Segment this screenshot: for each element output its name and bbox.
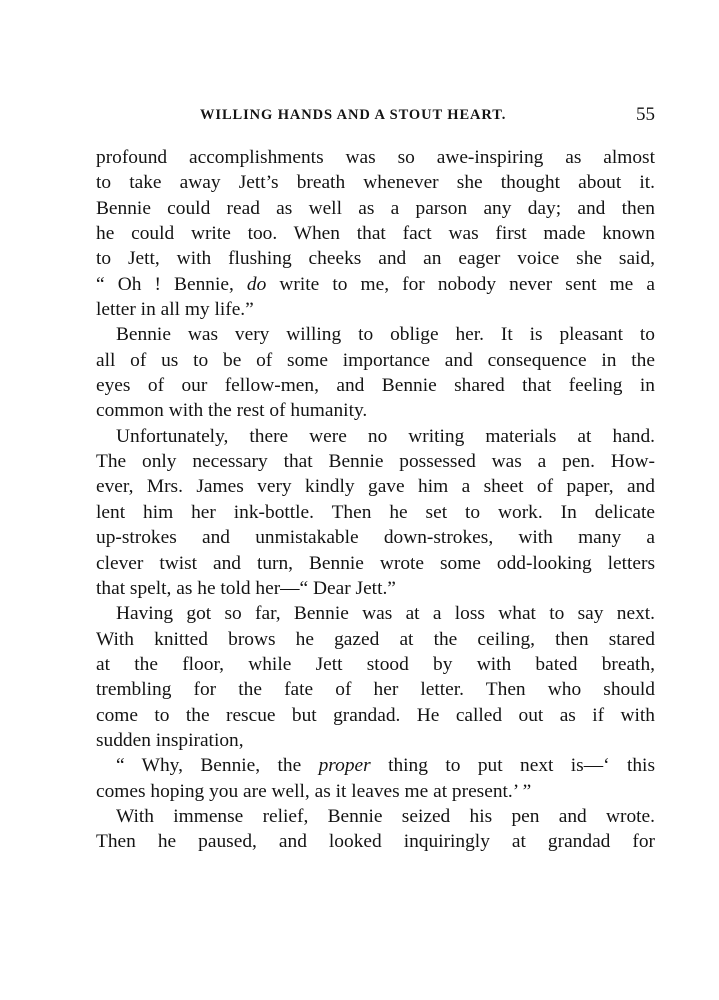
text-line: up-strokes and unmistakable down-strokes, with many a bbox=[96, 527, 655, 549]
text-line: he could write too. When that fact was first made known bbox=[96, 223, 655, 245]
text-line: clever twist and turn, Bennie wrote some odd-looking letters bbox=[96, 552, 655, 574]
running-head bbox=[96, 104, 655, 130]
text-line: eyes of our fellow-men, and Bennie shared that feeling in bbox=[96, 375, 655, 397]
text-line: With knitted brows he gazed at the ceiling, then stared bbox=[96, 628, 655, 650]
emphasis: proper bbox=[318, 755, 371, 777]
paragraph-end-line: letter in all my life.” bbox=[96, 299, 254, 321]
paragraph-end-line: comes hoping you are well, as it leaves me at present.’ ” bbox=[96, 780, 532, 802]
text-run: “ Why, Bennie, the bbox=[116, 755, 319, 777]
paragraph-start-line: With immense relief, Bennie seized his pen and wrote. bbox=[116, 805, 655, 827]
running-title: WILLING HANDS AND A STOUT HEART. bbox=[200, 107, 507, 123]
text-line: Bennie could read as well as a parson any day; and then bbox=[96, 197, 655, 219]
paragraph-end-line: common with the rest of humanity. bbox=[96, 400, 368, 422]
text-line: ever, Mrs. James very kindly gave him a sheet of paper, and bbox=[96, 476, 655, 498]
paragraph-end-line: that spelt, as he told her—“ Dear Jett.” bbox=[96, 577, 396, 599]
text-line: all of us to be of some importance and consequence in the bbox=[96, 349, 655, 371]
text-line: trembling for the fate of her letter. Then who should bbox=[96, 679, 655, 701]
paragraph-start-line: Bennie was very willing to oblige her. It is pleasant to bbox=[116, 324, 655, 346]
text-line bbox=[96, 272, 655, 297]
text-line: profound accomplishments was so awe-inspiring as almost bbox=[96, 147, 655, 168]
text-line: to take away Jett’s breath whenever she thought about it. bbox=[96, 172, 655, 194]
paragraph-start-line: Having got so far, Bennie was at a loss what to say next. bbox=[116, 603, 655, 625]
text-line: to Jett, with flushing cheeks and an eager voice she said, bbox=[96, 248, 655, 270]
text-run: thing to put next is—‘ this bbox=[370, 755, 655, 777]
body-text bbox=[96, 145, 655, 855]
text-line: The only necessary that Bennie possessed was a pen. How- bbox=[96, 451, 655, 473]
page-number: 55 bbox=[636, 104, 655, 125]
text-line: lent him her ink-bottle. Then he set to work. In delicate bbox=[96, 501, 655, 523]
text-run: write to me, for nobody never sent me a bbox=[266, 273, 655, 295]
paragraph-start-line bbox=[96, 753, 655, 778]
emphasis: do bbox=[246, 273, 267, 295]
text-run: “ Oh ! Bennie, bbox=[96, 273, 247, 295]
paragraph-end-line: sudden inspiration, bbox=[96, 729, 244, 751]
paragraph-start-line: Unfortunately, there were no writing materials at hand. bbox=[116, 425, 655, 447]
text-line: come to the rescue but grandad. He called out as if with bbox=[96, 704, 655, 726]
text-line: Then he paused, and looked inquiringly at grandad for bbox=[96, 831, 655, 853]
text-line: at the floor, while Jett stood by with bated breath, bbox=[96, 653, 655, 675]
